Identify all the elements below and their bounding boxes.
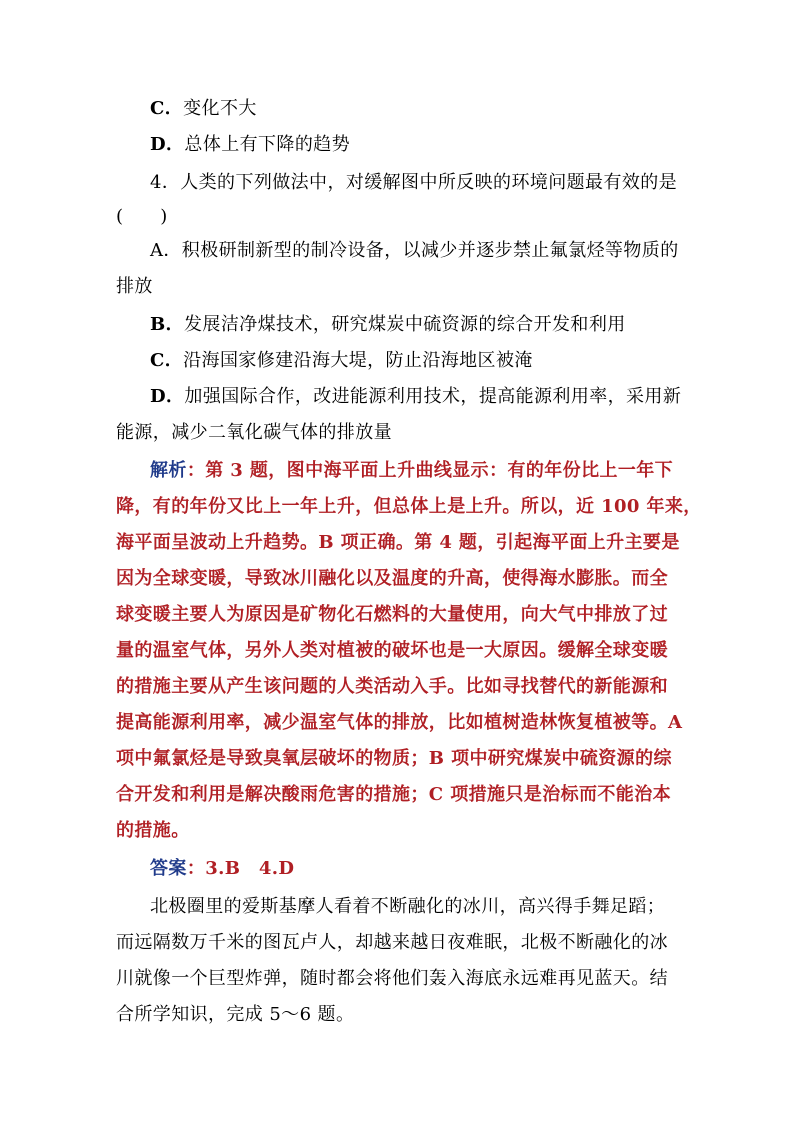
option-letter: B． (150, 314, 185, 335)
q3-option-c (150, 96, 257, 122)
analysis-line-6: 量的温室气体，另外人类对植被的破坏也是一大原因。缓解全球变暖 (116, 640, 668, 661)
analysis-text: ：第 3 题，图中海平面上升曲线显示：有的年份比上一年下 (186, 460, 674, 481)
analysis-line-5: 球变暖主要人为原因是矿物化石燃料的大量使用，向大气中排放了过 (116, 604, 668, 625)
q4-option-d-line-1 (150, 384, 681, 410)
option-text: 发展洁净煤技术，研究煤炭中硫资源的综合开发和利用 (184, 314, 626, 335)
q4-stem-line-2: ( ) (116, 206, 168, 227)
option-letter: C． (150, 98, 184, 119)
analysis-line-10: 合开发和利用是解决酸雨危害的措施；C 项措施只是治标而不能治本 (116, 784, 671, 805)
q3-option-d (150, 132, 350, 158)
analysis-line-7: 的措施主要从产生该问题的人类活动入手。比如寻找替代的新能源和 (116, 676, 668, 697)
analysis-line-1 (150, 458, 673, 484)
analysis-line-2: 降，有的年份又比上一年上升，但总体上是上升。所以，近 100 年来， (116, 496, 702, 517)
analysis-line-3: 海平面呈波动上升趋势。B 项正确。第 4 题，引起海平面上升主要是 (116, 532, 680, 553)
answer-label: 答案 (150, 858, 187, 879)
q4-option-c (150, 348, 533, 374)
option-letter: D． (150, 386, 185, 407)
analysis-line-8: 提高能源利用率，减少温室气体的排放，比如植树造林恢复植被等。A (116, 712, 683, 733)
q4-stem-line-1: 4．人类的下列做法中，对缓解图中所反映的环境问题最有效的是 (150, 172, 678, 193)
answer-value: ：3.B 4.D (186, 858, 295, 879)
passage-line-4: 合所学知识，完成 5～6 题。 (116, 1004, 355, 1025)
option-text: 加强国际合作，改进能源利用技术，提高能源利用率，采用新 (184, 386, 682, 407)
analysis-line-9: 项中氟氯烃是导致臭氧层破坏的物质；B 项中研究煤炭中硫资源的综 (116, 748, 672, 769)
option-text: 沿海国家修建沿海大堤，防止沿海地区被淹 (183, 350, 533, 371)
passage-line-3: 川就像一个巨型炸弹，随时都会将他们轰入海底永远难再见蓝天。结 (116, 968, 668, 989)
analysis-label: 解析 (150, 460, 187, 481)
q4-option-a-line-1: A．积极研制新型的制冷设备，以减少并逐步禁止氟氯烃等物质的 (150, 240, 679, 261)
option-letter: D． (150, 134, 185, 155)
option-text: 总体上有下降的趋势 (184, 134, 351, 155)
q4-option-b (150, 312, 626, 338)
passage-line-1: 北极圈里的爱斯基摩人看着不断融化的冰川，高兴得手舞足蹈； (150, 896, 666, 917)
option-text: 变化不大 (183, 98, 257, 119)
q4-option-d-line-2: 能源，减少二氧化碳气体的排放量 (116, 422, 392, 443)
analysis-line-4: 因为全球变暖，导致冰川融化以及温度的升高，使得海水膨胀。而全 (116, 568, 668, 589)
option-letter: C． (150, 350, 184, 371)
answer-line (150, 856, 294, 882)
analysis-line-11: 的措施。 (116, 820, 190, 841)
passage-line-2: 而远隔数万千米的图瓦卢人，却越来越日夜难眠，北极不断融化的冰 (116, 932, 668, 953)
q4-option-a-line-2: 排放 (116, 276, 153, 297)
